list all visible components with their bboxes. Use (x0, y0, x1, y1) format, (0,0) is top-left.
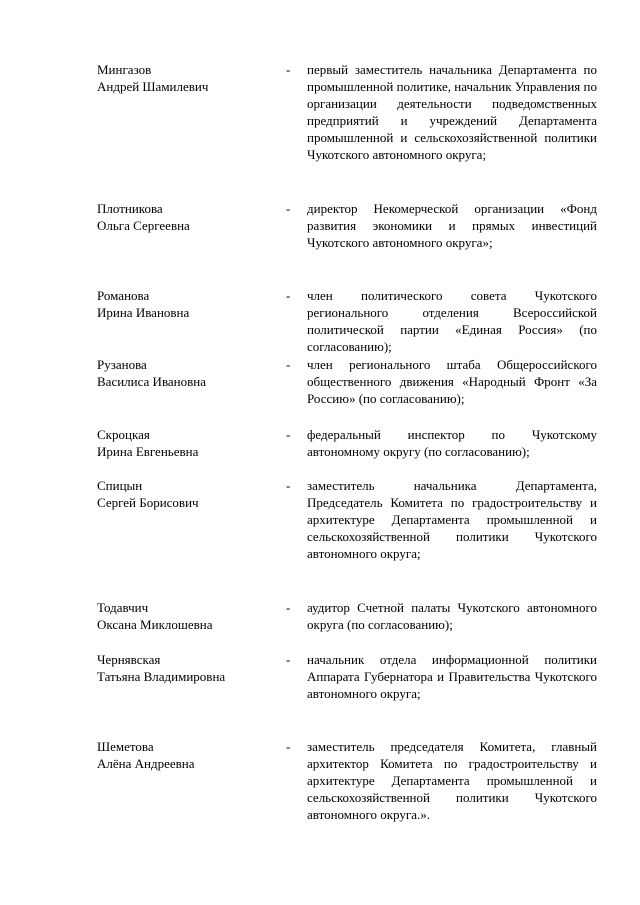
member-name (97, 200, 277, 234)
member-position: директор Некомерческой организации «Фонд развития экономики и прямых инвестиций Чукотского автономного округа»; (307, 201, 597, 250)
member-given-names: Оксана Миклошевна (97, 617, 213, 632)
member-surname: Скроцкая (97, 427, 150, 442)
member-position: заместитель начальника Департамента, Председатель Комитета по градостроительству и архитектуре Департамента промышленной и сельскохозяйственной политики Чукотского автономного округа; (307, 478, 597, 561)
member-surname: Рузанова (97, 357, 147, 372)
member-given-names: Сергей Борисович (97, 495, 199, 510)
separator-dash: - (286, 739, 291, 754)
member-position: начальник отдела информационной политики Аппарата Губернатора и Правительства Чукотского автономного округа; (307, 652, 597, 701)
member-name (97, 287, 277, 321)
member-surname: Тодавчич (97, 600, 149, 615)
member-given-names: Ольга Сергеевна (97, 218, 190, 233)
separator-dash: - (286, 62, 291, 77)
member-position: федеральный инспектор по Чукотскому автономному округу (по согласованию); (307, 427, 597, 459)
member-position: член политического совета Чукотского регионального отделения Всероссийской политической партии «Единая Россия» (по согласованию); (307, 288, 597, 354)
member-given-names: Ирина Ивановна (97, 305, 190, 320)
separator-dash: - (286, 357, 291, 372)
member-given-names: Ирина Евгеньевна (97, 444, 199, 459)
member-surname: Шеметова (97, 739, 154, 754)
member-name (97, 356, 277, 390)
member-name (97, 738, 277, 772)
member-surname: Плотникова (97, 201, 163, 216)
separator-dash: - (286, 652, 291, 667)
member-given-names: Василиса Ивановна (97, 374, 207, 389)
member-position: член регионального штаба Общероссийского общественного движения «Народный Фронт «За Россию» (по согласованию); (307, 357, 597, 406)
member-surname: Спицын (97, 478, 143, 493)
member-surname: Романова (97, 288, 150, 303)
member-name (97, 651, 277, 685)
member-name (97, 477, 277, 511)
member-position: заместитель председателя Комитета, главный архитектор Комитета по градостроительству и архитектуре Департамента промышленной и сельскохозяйственной политики Чукотского автономного округа.». (307, 739, 597, 822)
member-position: аудитор Счетной палаты Чукотского автономного округа (по согласованию); (307, 600, 597, 632)
member-surname: Чернявская (97, 652, 161, 667)
member-name (97, 61, 277, 95)
separator-dash: - (286, 427, 291, 442)
separator-dash: - (286, 478, 291, 493)
member-given-names: Алёна Андреевна (97, 756, 195, 771)
member-given-names: Андрей Шамилевич (97, 79, 209, 94)
separator-dash: - (286, 600, 291, 615)
separator-dash: - (286, 288, 291, 303)
separator-dash: - (286, 201, 291, 216)
member-given-names: Татьяна Владимировна (97, 669, 226, 684)
member-name (97, 599, 277, 633)
member-name (97, 426, 277, 460)
member-position: первый заместитель начальника Департамента по промышленной политике, начальник Управления по организации деятельности подведомственных предприятий и учреждений Департамента промышленной и сельскохозяйственной политики Чукотского автономного округа; (307, 62, 597, 162)
member-surname: Мингазов (97, 62, 152, 77)
